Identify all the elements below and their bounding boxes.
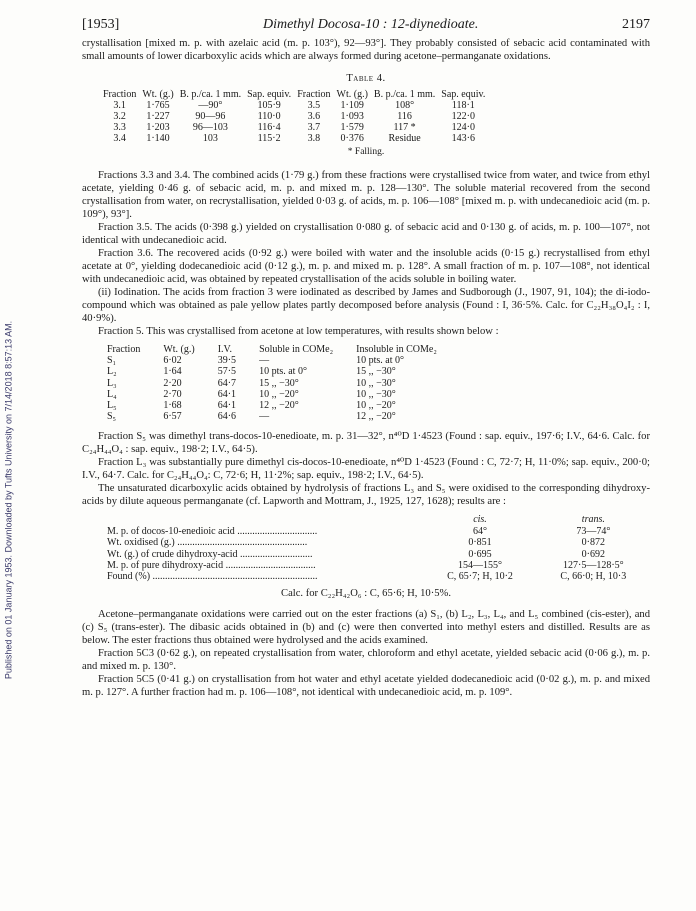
table-row	[104, 526, 650, 537]
t6-header-cell: trans.	[581, 514, 605, 526]
t4-header-cell: Wt. (g.)	[336, 89, 368, 100]
table-cell: 110·0	[257, 111, 281, 122]
paragraph-5: (ii) Iodination. The acids from fraction 3 were iodinated as described by James and Sudborough (J., 1907, 91, 104); the di-iodo-compound which was obtained as pale yellow plates partly decomposed before analysis (Found : I, 36·5%. Calc. for C₂₂H₃₈O₄I₂ : I, 40·9%).	[82, 287, 650, 324]
t6-header-cell: cis.	[473, 514, 487, 526]
table-cell: M. p. of docos-10-enedioic acid ................................	[107, 525, 318, 537]
table-cell: 3.8	[307, 133, 321, 144]
table-4-footnote: * Falling.	[347, 147, 385, 157]
table-cell: Residue	[388, 133, 421, 144]
table-cell: 12 ,, −20°	[259, 400, 299, 412]
page-content	[82, 18, 650, 699]
t5-header-cell: Wt. (g.)	[163, 344, 195, 355]
table-row	[104, 537, 650, 548]
table-cell: 73—74°	[576, 525, 611, 537]
table-cell: 0·851	[468, 537, 492, 549]
table-cell: 64·1	[217, 400, 237, 412]
t5-header-cell: Fraction	[107, 344, 141, 355]
table-cell: 1·64	[163, 366, 182, 378]
table-cell: —90°	[198, 100, 223, 111]
table-row	[104, 571, 650, 582]
table-row	[100, 111, 488, 122]
table-cell: 108°	[395, 100, 415, 111]
table-cell: 3.7	[307, 122, 321, 133]
table-cell: 15 ,, −30°	[259, 377, 299, 389]
paragraph-1: crystallisation [mixed m. p. with azelaic acid (m. p. 103°), 92—93°]. They probably consisted of sebacic acid contaminated with small amounts of lower dicarboxylic acids which are always formed during acetone–permanganate oxidations.	[82, 38, 650, 62]
t5-header-cell: I.V.	[217, 344, 232, 355]
table-row	[104, 366, 457, 377]
table-cell: 6·02	[163, 355, 182, 367]
table-row	[104, 400, 457, 411]
table-cell: 90—96	[195, 111, 226, 122]
header-page-number: 2197	[622, 17, 650, 32]
table-row	[104, 389, 457, 400]
table-cell: 1·093	[340, 111, 364, 122]
table-cell: 1·68	[163, 400, 182, 412]
table-cell: 3.5	[307, 100, 321, 111]
table-row	[104, 549, 650, 560]
table-4-header-row	[100, 89, 488, 100]
table-row	[100, 133, 488, 144]
table-cell: 12 ,, −20°	[356, 411, 396, 423]
watermark-text: Published on 01 January 1953. Downloaded by Tufts University on 7/14/2018 8:57:13 AM.	[3, 320, 14, 680]
t4-header-cell: Sap. equiv.	[441, 89, 486, 100]
table-cell: 1·765	[146, 100, 170, 111]
t4-header-cell: B. p./ca. 1 mm.	[373, 89, 436, 100]
table-cell: 0·376	[340, 133, 364, 144]
table-cell: 10 ,, −20°	[356, 400, 396, 412]
table-6-body	[104, 526, 650, 583]
table-cell: 3.4	[113, 133, 126, 144]
table-cell: 127·5—128·5°	[562, 560, 624, 572]
table-cell: 117 *	[393, 122, 416, 133]
paragraph-8: Fraction L₃ was substantially pure dimethyl cis-docos-10-enedioate, n⁴⁰D 1·4523 (Found : C, 72·7; H, 11·0%; sap. equiv., 200·0; I.V., 64·7. Calc. for C₂₄H₄₄O₄: C, 72·6; H, 11·2%; sap. equiv., 198·2; I.V., 64·5).	[82, 457, 650, 482]
table-cell: 116	[397, 111, 412, 122]
table-6-calc-line: Calc. for C₂₂H₄₂O₆ : C, 65·6; H, 10·5%.	[281, 587, 451, 599]
table-cell: 1·203	[146, 122, 170, 133]
table-row	[100, 100, 488, 111]
table-cell: 3.3	[113, 122, 126, 133]
table-cell: 122·0	[451, 111, 475, 122]
table-cell: 10 ,, −30°	[356, 377, 396, 389]
table-cell: 15 ,, −30°	[356, 366, 396, 378]
t4-header-cell: Fraction	[297, 89, 331, 100]
table-cell: 2·70	[163, 388, 182, 400]
table-cell: —	[259, 411, 270, 423]
header-year: [1953]	[82, 17, 120, 32]
table-cell: —	[259, 355, 270, 367]
table-cell: C, 65·7; H, 10·2	[447, 571, 513, 583]
table-cell: L₄	[107, 388, 117, 400]
table-row	[100, 122, 488, 133]
table-cell: 64·7	[217, 377, 237, 389]
table-row	[104, 411, 457, 422]
table-cell: 3.2	[113, 111, 126, 122]
table-cell: Wt. oxidised (g.) ....................................................	[107, 537, 308, 549]
table-4	[100, 89, 488, 144]
table-row	[104, 378, 457, 389]
table-cell: L₃	[107, 377, 117, 389]
table-cell: L₅	[107, 400, 117, 412]
table-cell: 116·4	[257, 122, 281, 133]
table-cell: 115·2	[257, 133, 281, 144]
table-cell: 10 ,, −30°	[356, 388, 396, 400]
table-cell: 118·1	[451, 100, 475, 111]
table-cell: Wt. (g.) of crude dihydroxy-acid .............................	[107, 548, 313, 560]
t4-header-cell: Sap. equiv.	[247, 89, 292, 100]
table-cell: 1·227	[146, 111, 170, 122]
table-cell: 0·695	[468, 548, 492, 560]
table-cell: 105·9	[257, 100, 281, 111]
table-cell: 124·0	[451, 122, 475, 133]
table-cell: M. p. of pure dihydroxy-acid ....................................	[107, 560, 316, 572]
t6-header-cell	[104, 514, 423, 525]
table-6	[104, 514, 650, 582]
table-cell: L₂	[107, 366, 117, 378]
t4-header-cell: Wt. (g.)	[142, 89, 174, 100]
table-cell: 6·57	[163, 411, 182, 423]
table-cell: 10 pts. at 0°	[356, 355, 404, 367]
paragraph-6: Fraction 5. This was crystallised from acetone at low temperatures, with results shown below :	[98, 326, 499, 337]
table-cell: 3.6	[307, 111, 321, 122]
table-cell: 10 pts. at 0°	[259, 366, 307, 378]
paragraph-4: Fraction 3.6. The recovered acids (0·92 g.) were boiled with water and the insoluble acids (0·15 g.) recrystallised from ethyl acetate at 0°, yielding dodecanedioic acid (0·12 g.), m. p. and mixed m. p. 128°. A small fraction of m. p. 107—108°, not identical with undecanedioic acid, was obtained by repeated crystallisation of the acids soluble in boiling water.	[82, 248, 650, 285]
table-cell: 64·6	[217, 411, 237, 423]
table-5	[104, 344, 457, 422]
paragraph-7: Fraction S₅ was dimethyl trans-docos-10-enedioate, m. p. 31—32°, n⁴⁰D 1·4523 (Found : sap. equiv., 197·6; I.V., 64·6. Calc. for C₂₄H₄₄O₄ : sap. equiv., 198·2; I.V., 64·5).	[82, 431, 650, 456]
table-cell: C, 66·0; H, 10·3	[560, 571, 627, 583]
table-cell: 3.1	[113, 100, 126, 111]
table-5-header-row	[104, 344, 457, 355]
table-cell: 143·6	[451, 133, 475, 144]
table-cell: S₅	[107, 411, 117, 423]
table-cell: 57·5	[217, 366, 237, 378]
t5-header-cell: Soluble in COMe₂	[259, 344, 334, 355]
t4-header-cell: B. p./ca. 1 mm.	[179, 89, 242, 100]
table-cell: 96—103	[192, 122, 228, 133]
table-6-header-row	[104, 514, 650, 525]
paragraph-11: Fraction 5C3 (0·62 g.), on repeated crystallisation from water, chloroform and ethyl acetate, yielded sebacic acid (0·06 g.), m. p. and mixed m. p. 130°.	[82, 647, 650, 672]
table-cell: 64·1	[217, 388, 237, 400]
table-4-caption: Table 4.	[346, 73, 386, 84]
paragraph-2: Fractions 3.3 and 3.4. The combined acids (1·79 g.) from these fractions were crystallised twice from water, and twice from ethyl acetate, yielding 0·46 g. of sebacic acid, m. p. and mixed m. p. 128—130°. The soluble material recovered from the second crystallisation from water, on recrystallisation, yielded 0·03 g. of acids, m. p. 106—108° [mixed m. p. with undecanedioic acid (m. p. 109°), 93°].	[82, 170, 650, 220]
t4-header-cell: Fraction	[103, 89, 137, 100]
table-cell: 103	[202, 133, 218, 144]
t5-header-cell: Insoluble in COMe₂	[356, 344, 437, 355]
paragraph-10: Acetone–permanganate oxidations were carried out on the ester fractions (a) S₁, (b) L₂, L₃, L₄, and L₅ combined (cis-ester), and (c) S₅ (trans-ester). The dibasic acids obtained in (b) and (c) were then converted into methyl esters and distilled. Results are as below. The ester fractions thus obtained were hydrolysed and the acids examined.	[82, 608, 650, 646]
table-cell: 0·692	[581, 548, 605, 560]
table-cell: 39·5	[217, 355, 237, 367]
table-cell: 64°	[473, 525, 487, 537]
table-5-body	[104, 355, 457, 422]
table-cell: S₁	[107, 355, 117, 367]
table-cell: 2·20	[163, 377, 182, 389]
table-row	[104, 355, 457, 366]
download-watermark	[2, 150, 16, 850]
table-cell: 0·872	[581, 537, 605, 549]
table-cell: 1·109	[340, 100, 364, 111]
table-row	[104, 560, 650, 571]
table-cell: 10 ,, −20°	[259, 388, 299, 400]
paragraph-9: The unsaturated dicarboxylic acids obtained by hydrolysis of fractions L₃ and S₅ were oxidised to the corresponding dihydroxy-acids by dilute aqueous permanganate (cf. Lapworth and Mottram, J., 1925, 127, 1628); results are :	[82, 483, 650, 508]
running-header	[82, 18, 650, 31]
table-cell: 154—155°	[458, 560, 502, 572]
table-cell: 1·140	[146, 133, 170, 144]
header-title: Dimethyl Docosa-10 : 12-diynedioate.	[262, 17, 479, 32]
paragraph-12: Fraction 5C5 (0·41 g.) on crystallisation from hot water and ethyl acetate yielded dodecanedioic acid (0·02 g.), m. p. and mixed m. p. 127°. A further fraction had m. p. 106—108°, not identical with undecanedioic acid, m. p. 109°.	[82, 673, 650, 698]
paragraph-3: Fraction 3.5. The acids (0·398 g.) yielded on crystallisation 0·080 g. of sebacic acid and 0·130 g. of acids, m. p. 100—107°, not identical with undecanedioic acid.	[82, 222, 650, 246]
table-4-body	[100, 100, 488, 144]
table-cell: 1·579	[340, 122, 364, 133]
table-cell: Found (%) ..................................................................	[107, 571, 318, 583]
